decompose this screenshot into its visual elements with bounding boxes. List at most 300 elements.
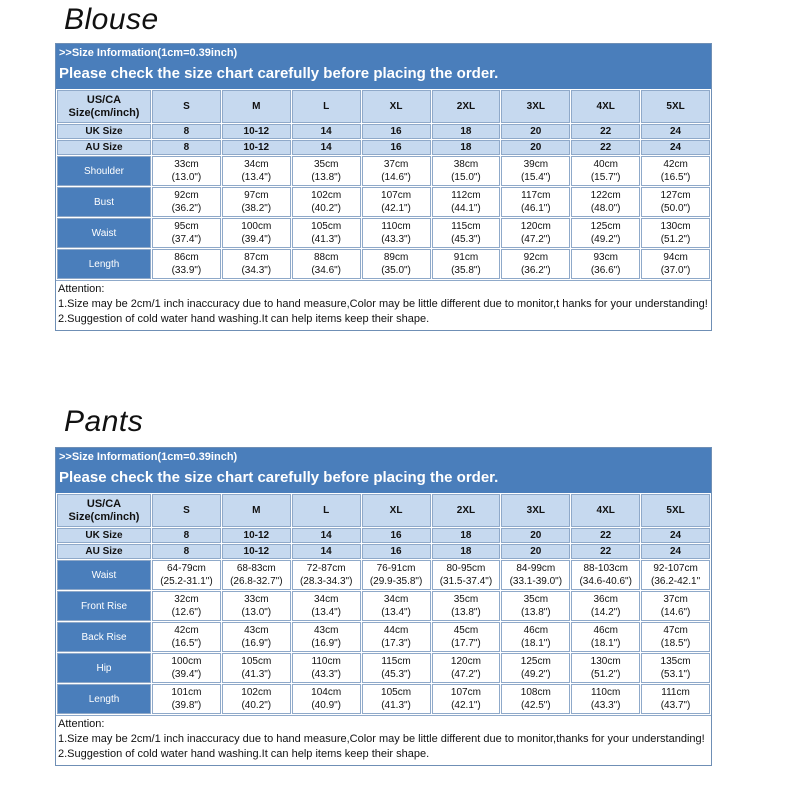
cm-value: 91cm <box>453 252 479 263</box>
cm-value: 42cm <box>174 625 199 636</box>
au-size-row <box>57 140 710 155</box>
cm-value: 43cm <box>244 625 269 636</box>
size-header-cell: S <box>152 90 221 123</box>
measurement-cell <box>362 684 431 714</box>
cm-value: 33cm <box>244 594 269 605</box>
inch-value: (43.3") <box>590 700 621 711</box>
inch-value: (42.1") <box>381 203 411 214</box>
measurement-label: Length <box>57 249 151 279</box>
measurement-cell <box>152 249 221 279</box>
blouse-notes <box>56 280 711 330</box>
measurement-cell <box>641 249 710 279</box>
cm-value: 37cm <box>383 159 409 170</box>
inch-value: (43.3") <box>381 234 411 245</box>
au-size-cell: 24 <box>641 140 710 155</box>
cm-value: 88-103cm <box>583 563 628 574</box>
measurement-cell <box>362 249 431 279</box>
inch-value: (13.8") <box>311 172 342 183</box>
cm-value: 34cm <box>313 594 339 605</box>
inch-value: (16.9") <box>241 638 272 649</box>
measurement-cell <box>152 653 221 683</box>
note-line: 2.Suggestion of cold water hand washing.It can help items keep their shape. <box>58 313 430 325</box>
measurement-label: Hip <box>57 653 151 683</box>
inch-value: (16.5") <box>171 638 202 649</box>
measurement-cell <box>571 684 640 714</box>
cm-value: 120cm <box>520 221 551 232</box>
measurement-cell <box>152 684 221 714</box>
uk-size-label: UK Size <box>57 124 151 139</box>
size-header-cell: S <box>152 494 221 527</box>
measurement-cell <box>501 218 570 248</box>
measurement-label: Waist <box>57 560 151 590</box>
inch-value: (45.3") <box>381 669 411 680</box>
au-size-label: AU Size <box>57 544 151 559</box>
cm-value: 87cm <box>244 252 269 263</box>
inch-value: (17.7") <box>451 638 481 649</box>
au-size-row <box>57 544 710 559</box>
inch-value: (37.0") <box>660 265 691 276</box>
measurement-label: Waist <box>57 218 151 248</box>
inch-value: (14.2") <box>590 607 621 618</box>
au-size-cell: 20 <box>501 544 570 559</box>
measurement-cell <box>292 560 361 590</box>
cm-value: 112cm <box>451 190 481 201</box>
au-size-cell: 14 <box>292 140 361 155</box>
inch-value: (51.2") <box>660 234 691 245</box>
measurement-cell <box>152 218 221 248</box>
measurement-cell <box>432 653 501 683</box>
inch-value: (13.4") <box>241 172 272 183</box>
uk-size-cell: 24 <box>641 528 710 543</box>
cm-value: 86cm <box>174 252 199 263</box>
measurement-cell <box>432 560 501 590</box>
inch-value: (38.2") <box>241 203 272 214</box>
cm-value: 92cm <box>174 190 199 201</box>
uk-size-row <box>57 124 710 139</box>
measurement-cell <box>292 156 361 186</box>
cm-value: 102cm <box>311 190 342 201</box>
uk-size-row <box>57 528 710 543</box>
cm-value: 46cm <box>593 625 618 636</box>
measurement-cell <box>641 560 710 590</box>
cm-value: 100cm <box>241 221 272 232</box>
measurement-cell <box>571 218 640 248</box>
uk-size-cell: 8 <box>152 124 221 139</box>
inch-value: (13.0") <box>241 607 272 618</box>
blouse-banner <box>56 44 711 89</box>
measurement-cell <box>362 187 431 217</box>
inch-value: (26.8-32.7") <box>230 576 283 587</box>
cm-value: 35cm <box>523 594 549 605</box>
measurement-cell <box>292 249 361 279</box>
au-size-cell: 16 <box>362 544 431 559</box>
inch-value: (37.4") <box>171 234 202 245</box>
cm-value: 105cm <box>311 221 342 232</box>
measurement-cell <box>571 187 640 217</box>
measurement-label: Back Rise <box>57 622 151 652</box>
measurement-cell <box>222 187 291 217</box>
cm-value: 68-83cm <box>236 563 276 574</box>
cm-value: 44cm <box>383 625 409 636</box>
measurement-cell <box>222 249 291 279</box>
cm-value: 125cm <box>520 656 551 667</box>
inch-value: (12.6") <box>171 607 202 618</box>
inch-value: (18.1") <box>590 638 621 649</box>
measurement-cell <box>571 560 640 590</box>
cm-value: 105cm <box>381 687 412 698</box>
inch-value: (15.4") <box>520 172 551 183</box>
pants-size-chart <box>55 447 712 766</box>
uk-size-label: UK Size <box>57 528 151 543</box>
cm-value: 94cm <box>663 252 688 263</box>
cm-value: 35cm <box>453 594 479 605</box>
measurement-cell <box>432 622 501 652</box>
blouse-section-title: Blouse <box>64 3 159 36</box>
cm-value: 130cm <box>660 221 691 232</box>
size-header-row <box>57 494 710 527</box>
au-size-cell: 14 <box>292 544 361 559</box>
uk-size-cell: 20 <box>501 124 570 139</box>
uk-size-cell: 14 <box>292 124 361 139</box>
measurement-cell <box>362 591 431 621</box>
uk-size-cell: 10-12 <box>222 528 291 543</box>
measurement-cell <box>432 591 501 621</box>
cm-value: 108cm <box>520 687 551 698</box>
cm-value: 40cm <box>593 159 618 170</box>
au-size-cell: 8 <box>152 140 221 155</box>
uk-size-cell: 16 <box>362 124 431 139</box>
cm-value: 97cm <box>244 190 269 201</box>
measurement-label: Length <box>57 684 151 714</box>
note-line: Attention: <box>58 718 105 730</box>
au-size-cell: 24 <box>641 544 710 559</box>
inch-value: (35.8") <box>451 265 481 276</box>
inch-value: (25.2-31.1") <box>160 576 213 587</box>
inch-value: (41.3") <box>241 669 272 680</box>
measurement-cell <box>432 218 501 248</box>
measurement-cell <box>222 653 291 683</box>
blouse-size-table <box>56 89 711 280</box>
measurement-row <box>57 622 710 652</box>
measurement-row <box>57 560 710 590</box>
au-size-cell: 22 <box>571 140 640 155</box>
inch-value: (15.0") <box>451 172 481 183</box>
note-line: Attention: <box>58 283 105 295</box>
cm-value: 100cm <box>171 656 202 667</box>
note-line: 2.Suggestion of cold water hand washing.It can help items keep their shape. <box>58 748 430 760</box>
uk-size-cell: 22 <box>571 124 640 139</box>
pants-section-title: Pants <box>64 405 144 438</box>
au-size-label: AU Size <box>57 140 151 155</box>
inch-value: (40.2") <box>311 203 342 214</box>
inch-value: (49.2") <box>590 234 621 245</box>
inch-value: (13.8") <box>451 607 481 618</box>
corner-label-line: US/CA <box>86 93 122 106</box>
cm-value: 34cm <box>383 594 409 605</box>
inch-value: (13.8") <box>520 607 551 618</box>
inch-value: (29.9-35.8") <box>369 576 423 587</box>
measurement-row <box>57 218 710 248</box>
measurement-cell <box>222 218 291 248</box>
measurement-label: Shoulder <box>57 156 151 186</box>
measurement-row <box>57 684 710 714</box>
measurement-row <box>57 187 710 217</box>
inch-value: (39.4") <box>241 234 272 245</box>
uk-size-cell: 22 <box>571 528 640 543</box>
inch-value: (36.2") <box>520 265 551 276</box>
pants-size-table <box>56 493 711 715</box>
cm-value: 120cm <box>450 656 481 667</box>
measurement-cell <box>152 187 221 217</box>
cm-value: 39cm <box>523 159 549 170</box>
measurement-cell <box>362 156 431 186</box>
measurement-cell <box>641 156 710 186</box>
inch-value: (41.3") <box>311 234 342 245</box>
inch-value: (41.3") <box>381 700 411 711</box>
cm-value: 111cm <box>661 687 690 698</box>
cm-value: 36cm <box>593 594 618 605</box>
inch-value: (47.2") <box>520 234 551 245</box>
cm-value: 107cm <box>381 190 412 201</box>
measurement-cell <box>432 249 501 279</box>
inch-value: (47.2") <box>451 669 481 680</box>
cm-value: 92-107cm <box>653 563 698 574</box>
size-header-cell: M <box>222 494 291 527</box>
measurement-row <box>57 591 710 621</box>
cm-value: 88cm <box>313 252 339 263</box>
inch-value: (17.3") <box>381 638 411 649</box>
check-size-notice: Please check the size chart carefully before placing the order. <box>59 469 499 486</box>
cm-value: 37cm <box>663 594 688 605</box>
cm-value: 107cm <box>450 687 481 698</box>
inch-value: (53.1") <box>660 669 691 680</box>
inch-value: (50.0") <box>660 203 691 214</box>
measurement-cell <box>292 218 361 248</box>
cm-value: 32cm <box>174 594 199 605</box>
pants-banner <box>56 448 711 493</box>
au-size-cell: 16 <box>362 140 431 155</box>
size-header-cell: 2XL <box>432 90 501 123</box>
inch-value: (51.2") <box>590 669 621 680</box>
au-size-cell: 20 <box>501 140 570 155</box>
inch-value: (16.5") <box>660 172 691 183</box>
note-line: 1.Size may be 2cm/1 inch inaccuracy due to hand measure,Color may be little different due to monitor,t hanks for your understanding! <box>58 298 708 310</box>
check-size-notice: Please check the size chart carefully before placing the order. <box>59 65 499 82</box>
measurement-label: Front Rise <box>57 591 151 621</box>
measurement-cell <box>641 218 710 248</box>
uk-size-cell: 20 <box>501 528 570 543</box>
cm-value: 130cm <box>590 656 621 667</box>
cm-value: 95cm <box>174 221 199 232</box>
inch-value: (36.2-42.1" <box>650 576 701 587</box>
measurement-cell <box>432 684 501 714</box>
measurement-cell <box>222 156 291 186</box>
cm-value: 35cm <box>313 159 339 170</box>
au-size-cell: 22 <box>571 544 640 559</box>
size-header-cell: 4XL <box>571 494 640 527</box>
inch-value: (31.5-37.4") <box>439 576 493 587</box>
measurement-cell <box>571 249 640 279</box>
size-header-cell: 3XL <box>501 90 570 123</box>
inch-value: (45.3") <box>451 234 481 245</box>
cm-value: 104cm <box>311 687 342 698</box>
cm-value: 110cm <box>311 656 341 667</box>
measurement-cell <box>432 156 501 186</box>
size-header-cell: M <box>222 90 291 123</box>
au-size-cell: 10-12 <box>222 140 291 155</box>
inch-value: (49.2") <box>520 669 551 680</box>
cm-value: 115cm <box>451 221 481 232</box>
cm-value: 42cm <box>663 159 688 170</box>
measurement-cell <box>362 653 431 683</box>
inch-value: (39.8") <box>171 700 202 711</box>
inch-value: (14.6") <box>660 607 691 618</box>
measurement-cell <box>292 622 361 652</box>
measurement-cell <box>571 156 640 186</box>
corner-label-line: US/CA <box>86 497 122 510</box>
measurement-cell <box>641 684 710 714</box>
measurement-cell <box>641 187 710 217</box>
measurement-cell <box>501 187 570 217</box>
cm-value: 89cm <box>383 252 409 263</box>
measurement-cell <box>292 187 361 217</box>
measurement-cell <box>571 653 640 683</box>
inch-value: (13.4") <box>381 607 411 618</box>
inch-value: (18.1") <box>520 638 551 649</box>
inch-value: (34.6") <box>311 265 342 276</box>
inch-value: (43.7") <box>660 700 691 711</box>
cm-value: 115cm <box>381 656 411 667</box>
measurement-cell <box>222 560 291 590</box>
corner-label-line: Size(cm/inch) <box>68 510 140 523</box>
pants-notes <box>56 715 711 765</box>
cm-value: 105cm <box>241 656 272 667</box>
size-header-row <box>57 90 710 123</box>
note-line: 1.Size may be 2cm/1 inch inaccuracy due to hand measure,Color may be little different due to monitor,thanks for your understanding! <box>58 733 705 745</box>
measurement-cell <box>152 622 221 652</box>
cm-value: 45cm <box>453 625 479 636</box>
cm-value: 84-99cm <box>516 563 556 574</box>
measurement-cell <box>292 653 361 683</box>
size-header-cell: 3XL <box>501 494 570 527</box>
cm-value: 92cm <box>523 252 549 263</box>
measurement-cell <box>362 218 431 248</box>
measurement-cell <box>571 622 640 652</box>
inch-value: (48.0") <box>590 203 621 214</box>
inch-value: (18.5") <box>660 638 691 649</box>
measurement-cell <box>222 622 291 652</box>
size-header-cell: 2XL <box>432 494 501 527</box>
uk-size-cell: 8 <box>152 528 221 543</box>
measurement-row <box>57 249 710 279</box>
uk-size-cell: 14 <box>292 528 361 543</box>
size-header-cell: 5XL <box>641 494 710 527</box>
measurement-row <box>57 156 710 186</box>
cm-value: 117cm <box>521 190 551 201</box>
measurement-cell <box>152 591 221 621</box>
us-size-header-label <box>57 90 151 123</box>
inch-value: (35.0") <box>381 265 411 276</box>
cm-value: 93cm <box>593 252 618 263</box>
inch-value: (44.1") <box>451 203 481 214</box>
size-info-label: >>Size Information(1cm=0.39inch) <box>59 451 238 463</box>
size-header-cell: XL <box>362 494 431 527</box>
inch-value: (14.6") <box>381 172 411 183</box>
uk-size-cell: 24 <box>641 124 710 139</box>
au-size-cell: 10-12 <box>222 544 291 559</box>
inch-value: (42.1") <box>451 700 481 711</box>
inch-value: (13.0") <box>171 172 202 183</box>
size-header-cell: 5XL <box>641 90 710 123</box>
blouse-size-chart <box>55 43 712 331</box>
cm-value: 127cm <box>660 190 691 201</box>
cm-value: 38cm <box>453 159 479 170</box>
inch-value: (42.5") <box>520 700 551 711</box>
measurement-cell <box>222 591 291 621</box>
cm-value: 125cm <box>590 221 621 232</box>
cm-value: 33cm <box>174 159 199 170</box>
cm-value: 80-95cm <box>446 563 486 574</box>
uk-size-cell: 16 <box>362 528 431 543</box>
measurement-cell <box>292 591 361 621</box>
measurement-cell <box>152 156 221 186</box>
size-header-cell: L <box>292 494 361 527</box>
cm-value: 72-87cm <box>306 563 346 574</box>
uk-size-cell: 18 <box>432 528 501 543</box>
us-size-header-label <box>57 494 151 527</box>
measurement-cell <box>292 684 361 714</box>
inch-value: (34.6-40.6") <box>579 576 632 587</box>
size-info-label: >>Size Information(1cm=0.39inch) <box>59 47 238 59</box>
measurement-cell <box>641 591 710 621</box>
measurement-row <box>57 653 710 683</box>
cm-value: 122cm <box>590 190 621 201</box>
inch-value: (46.1") <box>520 203 551 214</box>
inch-value: (33.1-39.0") <box>509 576 563 587</box>
measurement-cell <box>362 560 431 590</box>
inch-value: (33.9") <box>171 265 202 276</box>
measurement-cell <box>501 156 570 186</box>
inch-value: (15.7") <box>590 172 621 183</box>
measurement-cell <box>501 653 570 683</box>
cm-value: 64-79cm <box>166 563 206 574</box>
measurement-cell <box>571 591 640 621</box>
cm-value: 110cm <box>381 221 411 232</box>
cm-value: 47cm <box>663 625 688 636</box>
measurement-cell <box>432 187 501 217</box>
measurement-cell <box>501 249 570 279</box>
cm-value: 102cm <box>241 687 272 698</box>
measurement-cell <box>501 622 570 652</box>
cm-value: 135cm <box>660 656 691 667</box>
au-size-cell: 18 <box>432 544 501 559</box>
measurement-cell <box>152 560 221 590</box>
inch-value: (16.9") <box>311 638 342 649</box>
cm-value: 46cm <box>523 625 549 636</box>
uk-size-cell: 10-12 <box>222 124 291 139</box>
inch-value: (28.3-34.3") <box>299 576 353 587</box>
au-size-cell: 8 <box>152 544 221 559</box>
inch-value: (36.2") <box>171 203 202 214</box>
inch-value: (34.3") <box>241 265 272 276</box>
inch-value: (40.2") <box>241 700 272 711</box>
size-header-cell: L <box>292 90 361 123</box>
inch-value: (40.9") <box>311 700 342 711</box>
measurement-cell <box>501 591 570 621</box>
measurement-cell <box>641 622 710 652</box>
inch-value: (43.3") <box>311 669 342 680</box>
uk-size-cell: 18 <box>432 124 501 139</box>
